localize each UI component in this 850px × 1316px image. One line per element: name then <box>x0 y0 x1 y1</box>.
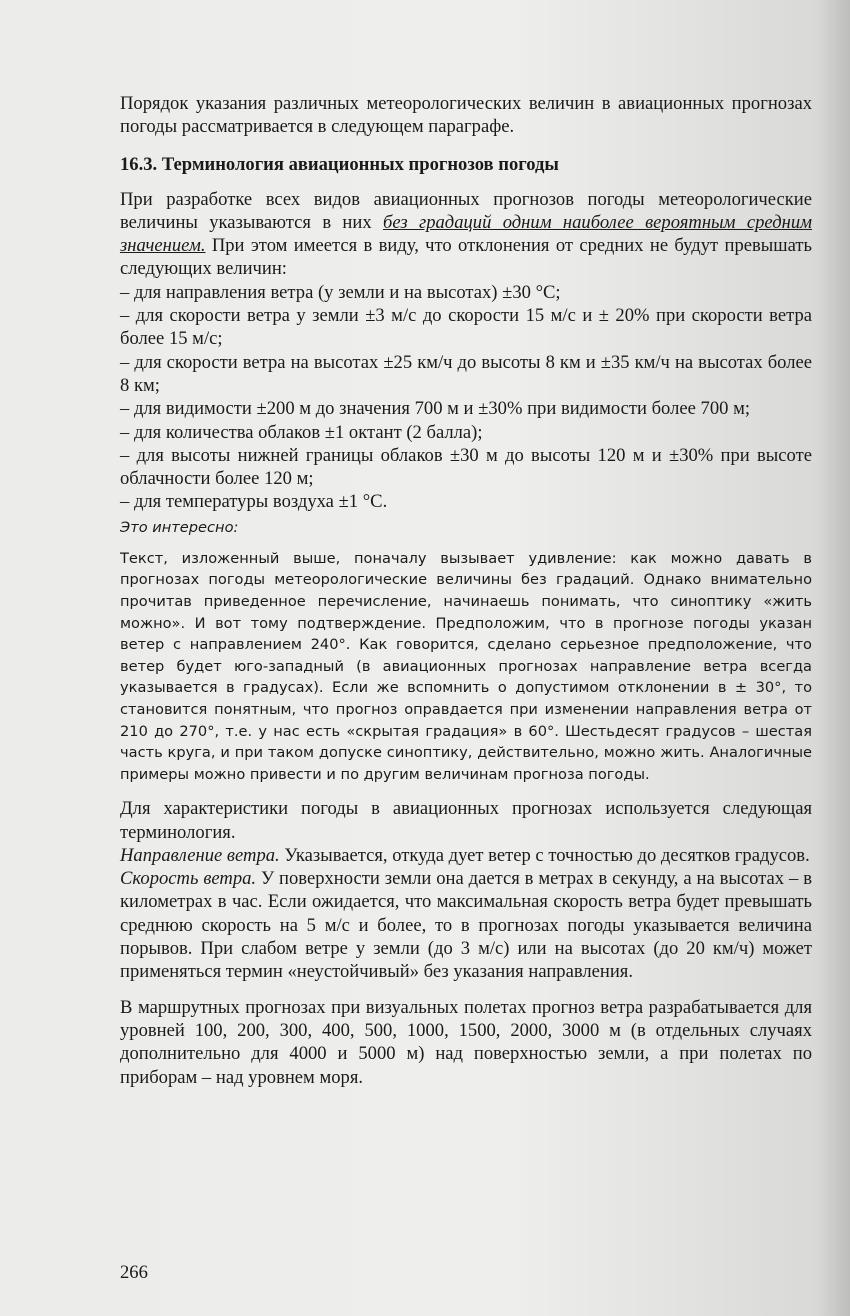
paragraph-wind-direction <box>120 844 812 867</box>
list-item: – для температуры воздуха ±1 °С. <box>120 491 388 513</box>
list-item: – для скорости ветра на высотах ±25 км/ч до высоты 8 км и ±35 км/ч на высотах более 8 км; <box>120 351 812 396</box>
list-item: – для направления ветра (у земли и на высотах) ±30 °С; <box>120 281 561 303</box>
paragraph-deviations-after: При этом имеется в виду, что отклонения от средних не будут превышать следующих величин: <box>120 235 812 280</box>
paragraph-deviations <box>120 188 812 281</box>
list-item: – для количества облаков ±1 октант (2 балла); <box>120 421 483 443</box>
page-number: 266 <box>120 1262 148 1283</box>
term-wind-direction: Направление ветра. <box>120 844 280 866</box>
paragraph-deviations-before: При разработке всех видов авиационных прогнозов погоды метеорологические величины указываются в них <box>120 188 812 233</box>
list-item: – для видимости ±200 м до значения 700 м и ±30% при видимости более 700 м; <box>120 398 750 420</box>
deviation-list <box>120 281 812 514</box>
list-item: – для скорости ветра у земли ±3 м/с до скорости 15 м/с и ± 20% при скорости ветра более 15 м/с; <box>120 305 812 350</box>
list-item: – для высоты нижней границы облаков ±30 м до высоты 120 м и ±30% при высоте облачности более 120 м; <box>120 444 812 490</box>
paragraph-wind-speed <box>120 867 812 983</box>
paragraph-route-forecasts: В маршрутных прогнозах при визуальных полетах прогноз ветра разрабатывается для уровней 100, 200, 300, 400, 500, 1000, 1500, 2000, 3000 м (в отдельных случаях дополнительно для 4000 и 5000 м) над поверхностью земли, а при полетах по приборам – над уровнем моря. <box>120 996 812 1088</box>
term-wind-speed: Скорость ветра. <box>120 868 257 890</box>
paragraph-terminology: Для характеристики погоды в авиационных прогнозах используется следующая терминология. <box>120 798 812 843</box>
interesting-box <box>120 518 812 786</box>
wind-direction-text: Указывается, откуда дует ветер с точностью до десятков градусов. <box>279 844 810 866</box>
box-text: Текст, изложенный выше, поначалу вызывает удивление: как можно давать в прогнозах погоды метеорологические величины без градаций. Однако внимательно прочитав приведенное перечисление, начинаешь понимать, что синоптику «жить можно». И вот тому подтверждение. Предположим, что в прогнозе погоды указан ветер с направлением 240°. Как говорится, сделано серьезное предположение, что ветер будет юго-западный (в авиационных прогнозах направление ветра всегда указывается в градусах). Если же вспомнить о допустимом отклонении в ± 30°, то становится понятным, что прогноз оправдается при изменении направления ветра от 210 до 270°, т.е. у нас есть «скрытая градация» в 60°. Шестьдесят градусов – шестая часть круга, и при таком допуске синоптику, действительно, можно жить. Аналогичные примеры можно привести и по другим величинам прогноза погоды. <box>120 549 812 783</box>
section-heading: 16.3. Терминология авиационных прогнозов погоды <box>120 153 559 175</box>
box-title: Это интересно: <box>120 518 239 536</box>
intro-paragraph: Порядок указания различных метеорологических величин в авиационных прогнозах погоды рассматривается в следующем параграфе. <box>120 93 812 138</box>
underlined-emphasis: без градаций одним наиболее вероятным средним значением. <box>120 211 812 257</box>
page-content <box>120 92 812 1089</box>
wind-speed-text: У поверхности земли она дается в метрах в секунду, а на высотах – в километрах в час. Если ожидается, что максимальная скорость ветра будет превышать среднюю скорость на 5 м/с и более, то в прогнозах погоды указывается величина порывов. При слабом ветре у земли (до 3 м/с) или на высотах (до 20 км/ч) может применяться термин «неустойчивый» без указания направления. <box>120 868 812 983</box>
